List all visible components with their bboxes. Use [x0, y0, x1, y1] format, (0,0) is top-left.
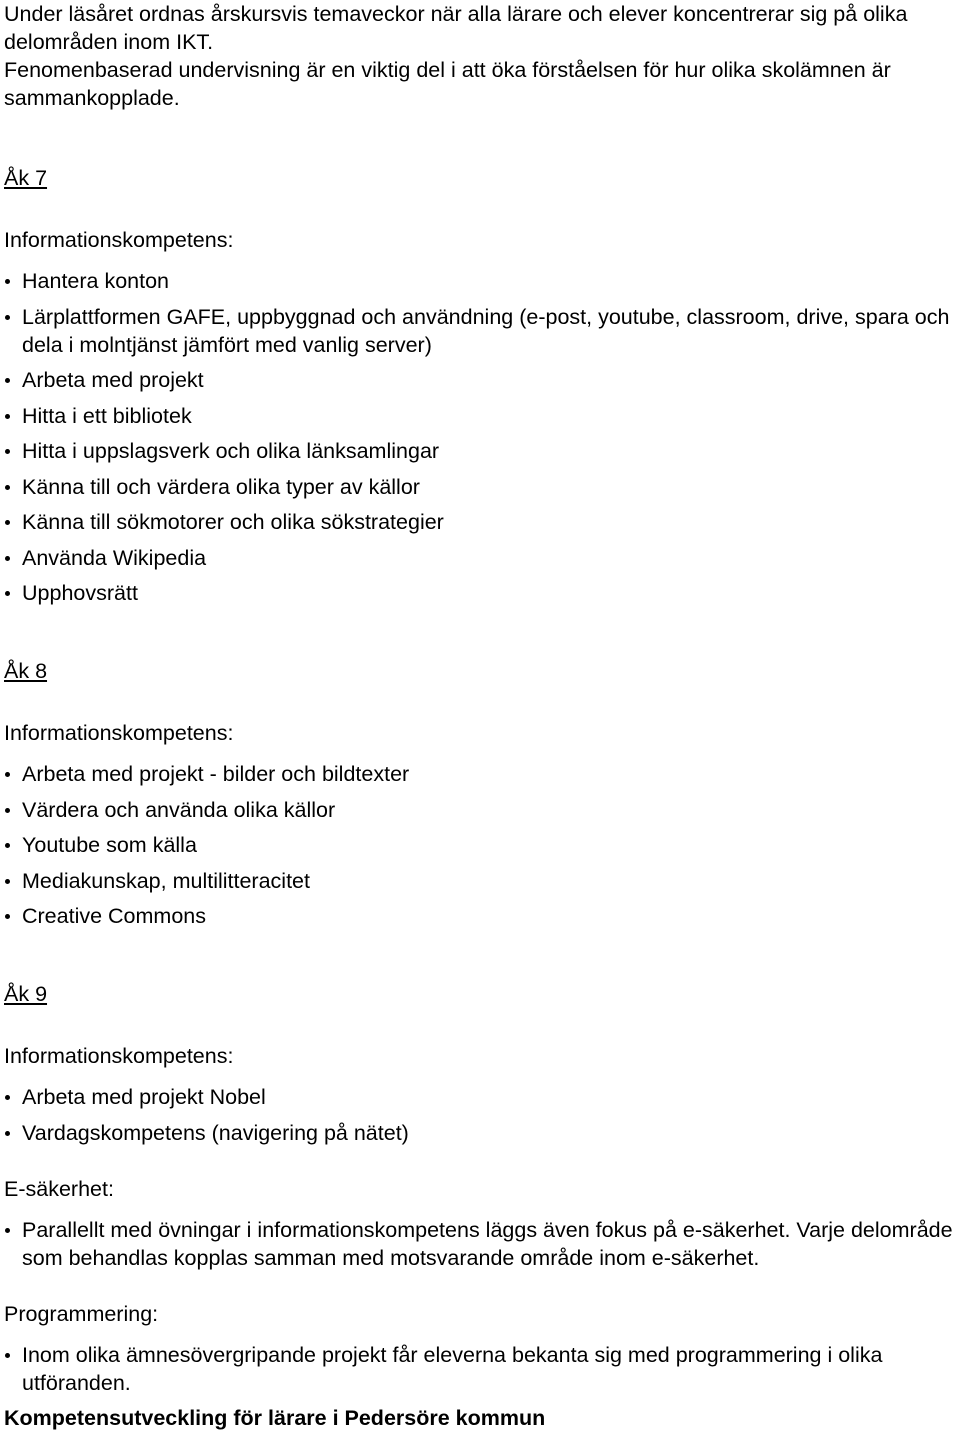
list-item: Arbeta med projekt [4, 366, 960, 394]
list-item: Inom olika ämnesövergripande projekt får eleverna bekanta sig med programmering i olika utföranden. [4, 1341, 960, 1397]
list-item: Arbeta med projekt - bilder och bildtexter [4, 760, 960, 788]
grade-8-list [4, 760, 960, 930]
list-item: Hantera konton [4, 267, 960, 295]
list-item: Använda Wikipedia [4, 544, 960, 572]
esafety-list [4, 1216, 960, 1272]
list-item: Hitta i ett bibliotek [4, 402, 960, 430]
list-item: Lärplattformen GAFE, uppbyggnad och användning (e-post, youtube, classroom, drive, spara och dela i molntjänst jämfört med vanlig server) [4, 303, 960, 359]
grade-7-info-label: Informationskompetens: [4, 228, 234, 252]
list-item: Youtube som källa [4, 831, 960, 859]
programming-label: Programmering: [4, 1301, 159, 1326]
list-item: Värdera och använda olika källor [4, 796, 960, 824]
footer-heading: Kompetensutveckling för lärare i Pedersöre kommun [4, 1406, 546, 1430]
grade-9-info-label: Informationskompetens: [4, 1044, 234, 1068]
list-item: Mediakunskap, multilitteracitet [4, 867, 960, 895]
programming-list [4, 1341, 960, 1397]
grade-9-heading: Åk 9 [4, 982, 48, 1006]
list-item: Vardagskompetens (navigering på nätet) [4, 1119, 960, 1147]
list-item: Hitta i uppslagsverk och olika länksamlingar [4, 437, 960, 465]
grade-9-list [4, 1083, 960, 1147]
list-item: Känna till och värdera olika typer av källor [4, 473, 960, 501]
grade-8-info-label: Informationskompetens: [4, 721, 234, 745]
intro-paragraph-1: Under läsåret ordnas årskursvis temaveckor när alla lärare och elever koncentrerar sig på olika delområden inom IKT. [4, 2, 908, 54]
esafety-label: E-säkerhet: [4, 1176, 114, 1201]
list-item: Creative Commons [4, 902, 960, 930]
list-item: Arbeta med projekt Nobel [4, 1083, 960, 1111]
list-item: Upphovsrätt [4, 579, 960, 607]
grade-8-heading: Åk 8 [4, 659, 48, 683]
grade-7-list [4, 267, 960, 607]
list-item: Känna till sökmotorer och olika sökstrategier [4, 508, 960, 536]
grade-7-heading: Åk 7 [4, 166, 48, 190]
list-item: Parallellt med övningar i informationskompetens läggs även fokus på e-säkerhet. Varje delområde som behandlas kopplas samman med motsvarande område inom e-säkerhet. [4, 1216, 960, 1272]
document-page [4, 0, 960, 1404]
intro-paragraph-2: Fenomenbaserad undervisning är en viktig del i att öka förståelsen för hur olika skolämnen är sammankopplade. [4, 58, 891, 110]
